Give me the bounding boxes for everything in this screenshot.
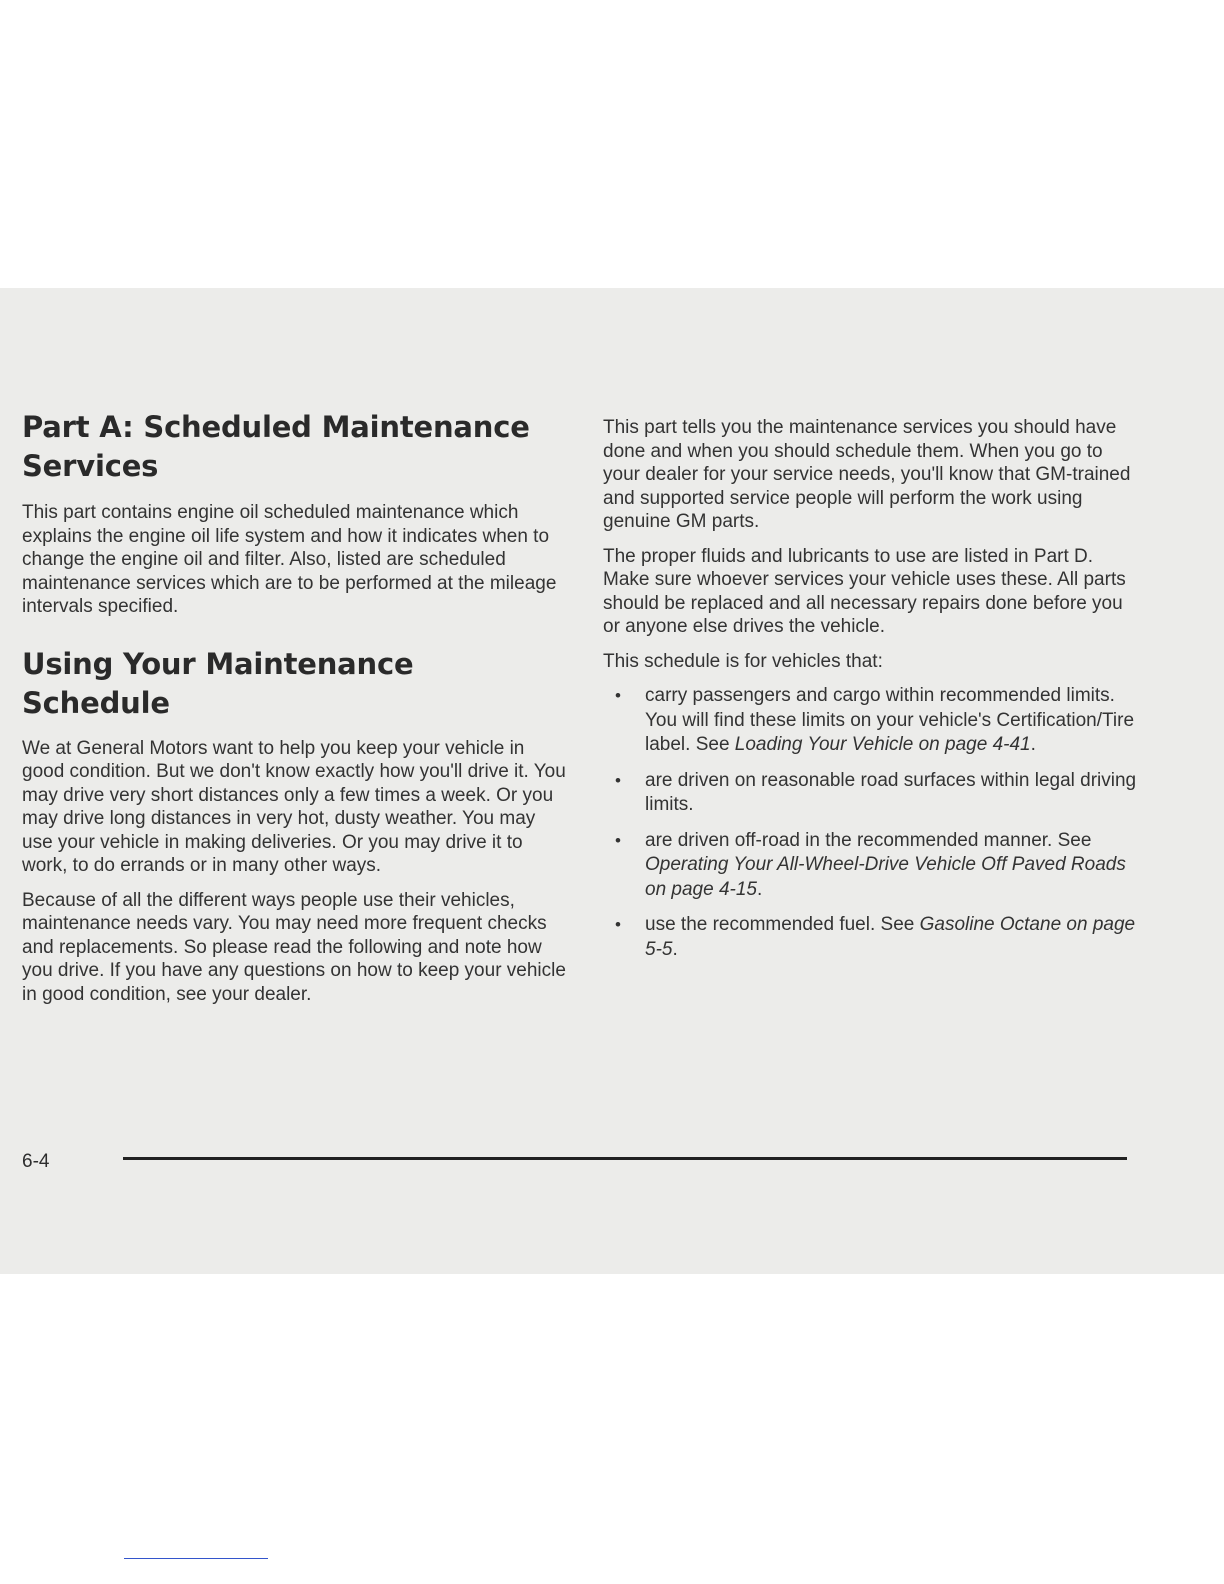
bullet-icon: • bbox=[615, 686, 621, 705]
list-item-text: are driven on reasonable road surfaces within legal driving limits. bbox=[645, 769, 1137, 815]
list-item bbox=[603, 829, 1143, 903]
bullet-icon: • bbox=[615, 770, 621, 790]
list-item-tail: . bbox=[672, 938, 678, 960]
paragraph-using-2: Because of all the different ways people use their vehicles, maintenance needs vary. You may need more frequent checks and replacements. So please read the following and note how you drive. If you have any questions on how to keep your vehicle in good condition, see your dealer. bbox=[22, 889, 566, 1005]
cross-reference-link[interactable]: Loading Your Vehicle on page 4-41 bbox=[734, 734, 1031, 755]
list-item-text: use the recommended fuel. See bbox=[645, 914, 920, 935]
cross-reference-link[interactable]: Gasoline Octane on page 5-5 bbox=[645, 914, 1136, 960]
list-item bbox=[603, 684, 1143, 758]
list-item-text: carry passengers and cargo within recommended limits. You will find these limits on your vehicle's Certification/Tire label. See bbox=[645, 685, 1135, 755]
footer-divider bbox=[123, 1157, 1127, 1160]
bottom-link-underline[interactable] bbox=[124, 1558, 268, 1559]
bullet-icon: • bbox=[615, 830, 621, 850]
bullet-icon: • bbox=[615, 915, 621, 934]
paragraph-fluids: The proper fluids and lubricants to use are listed in Part D. Make sure whoever services your vehicle uses these. All parts should be replaced and all necessary repairs done before you or anyone else drives the vehicle. bbox=[603, 545, 1126, 637]
paragraph-schedule-for: This schedule is for vehicles that: bbox=[603, 650, 883, 672]
list-item-tail: . bbox=[757, 878, 763, 900]
list-item-tail: . bbox=[1030, 734, 1036, 755]
page-number: 6-4 bbox=[22, 1151, 50, 1172]
cross-reference-link[interactable]: Operating Your All-Wheel-Drive Vehicle Off Paved Roads on page 4-15 bbox=[645, 854, 1126, 900]
paragraph-part-a: This part contains engine oil scheduled maintenance which explains the engine oil life system and how it indicates when to change the engine oil and filter. Also, listed are scheduled maintenance services which are to be performed at the mileage intervals specified. bbox=[22, 502, 557, 617]
vehicle-conditions-list bbox=[603, 684, 1143, 962]
paragraph-using-1: We at General Motors want to help you keep your vehicle in good condition. But we don't know exactly how you'll drive it. You may drive very short distances only a few times a week. Or you may drive long distances in very hot, dusty weather. You may use your vehicle in making deliveries. Or you may drive it to work, to do errands or in many other ways. bbox=[22, 737, 566, 876]
list-item bbox=[603, 769, 1143, 818]
left-column bbox=[22, 408, 567, 1017]
heading-part-a: Part A: Scheduled Maintenance Services bbox=[22, 410, 530, 483]
list-item bbox=[603, 913, 1143, 962]
right-column bbox=[603, 416, 1143, 973]
list-item-text: are driven off-road in the recommended manner. See bbox=[645, 829, 1092, 851]
paragraph-intro: This part tells you the maintenance services you should have done and when you should schedule them. When you go to your dealer for your service needs, you'll know that GM-trained and supported service people will perform the work using genuine GM parts. bbox=[603, 417, 1131, 532]
heading-using-schedule: Using Your Maintenance Schedule bbox=[22, 646, 414, 720]
